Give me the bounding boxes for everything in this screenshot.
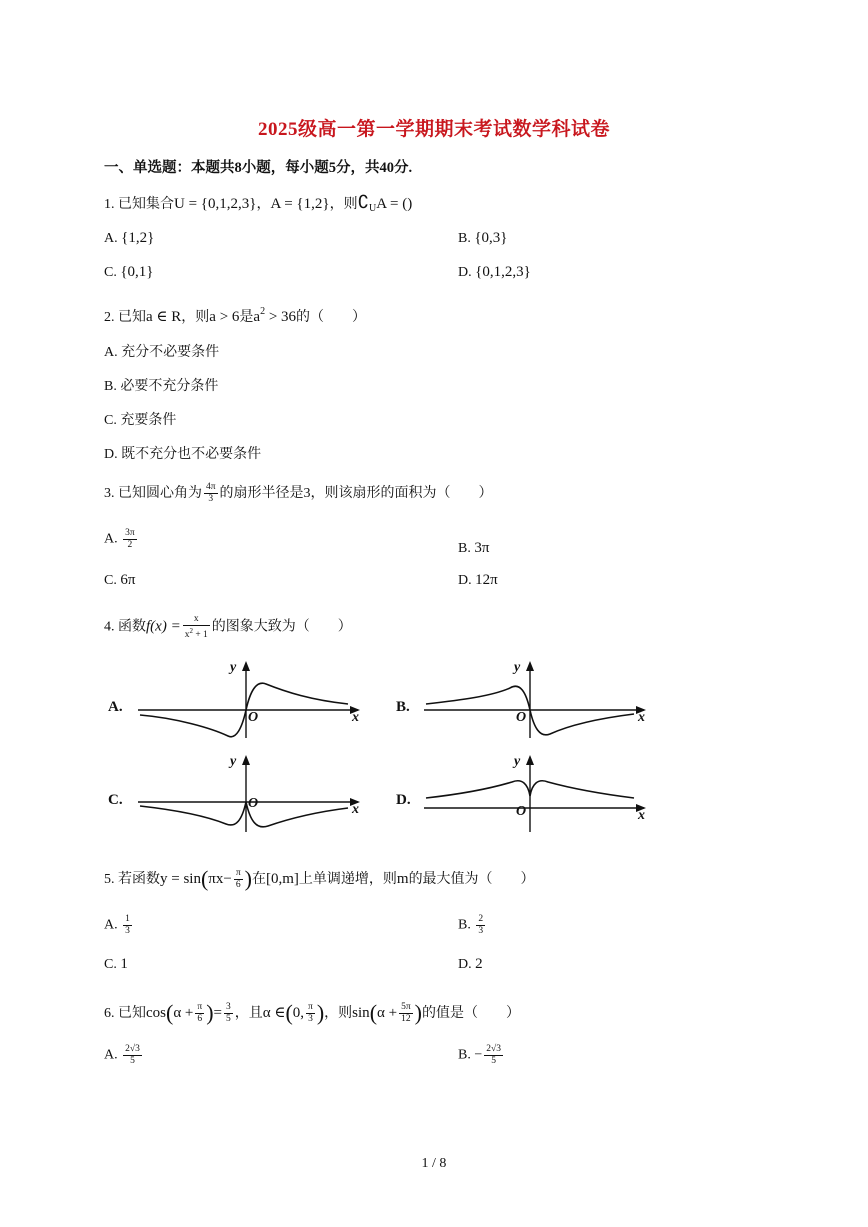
q6-option-b: B. − $\frac{2√3}{5}$: [458, 1044, 501, 1066]
graph-d-label: D.: [396, 792, 411, 808]
origin-label: O: [516, 710, 527, 725]
graph-d: [422, 752, 652, 832]
origin-label: O: [248, 796, 259, 811]
page-number: 1 / 8: [421, 1156, 447, 1171]
q5-option-b: B. $\frac{2}{3}$: [458, 914, 484, 936]
graph-c-label: C.: [108, 792, 123, 808]
section-heading: 一、单选题：本题共8小题，每小题5分，共40分.: [104, 160, 413, 176]
graph-a: [136, 658, 366, 738]
question-2: 2. 已知a ∈ R，则a > 6是$a^2 > 36$的（ ）: [104, 306, 367, 325]
question-5: 5. 若函数y = sin(πx− $\frac{\pi}{6}$ )在[0,m]上单调递增，则m的最大值为（ ）: [104, 866, 535, 891]
exam-title: 2025级高一第一学期期末考试数学科试卷: [257, 119, 610, 140]
q2-option-c: C. 充要条件: [104, 413, 177, 428]
x-label: x: [638, 710, 645, 725]
graph-a-svg: [136, 658, 366, 738]
q5-option-c: C. 1: [104, 956, 128, 972]
graph-a-label: A.: [108, 699, 123, 715]
q1-option-b: B. {0,3}: [458, 230, 508, 246]
graph-d-svg: [422, 752, 652, 832]
y-label: y: [230, 754, 237, 769]
q2-option-b: B. 必要不充分条件: [104, 379, 219, 394]
graph-c-svg: [136, 752, 366, 832]
y-label: y: [514, 754, 521, 769]
curve: [140, 802, 348, 827]
y-label: y: [230, 660, 237, 675]
y-label: y: [514, 660, 521, 675]
y-arrow: [242, 755, 250, 765]
q6-option-a: A. $\frac{2√3}{5}$: [104, 1044, 140, 1066]
origin-label: O: [248, 710, 259, 725]
graph-b-svg: [422, 658, 652, 738]
x-label: x: [352, 802, 359, 817]
question-1: 1. 已知集合U = {0,1,2,3}，A = {1,2}，则$∁_UA$ = (): [104, 192, 413, 214]
q2-option-a: A. 充分不必要条件: [104, 345, 220, 360]
q3-option-a: A. $\frac{3\pi}{2}$: [104, 528, 135, 550]
y-arrow: [526, 755, 534, 765]
q1-option-a: A. {1,2}: [104, 230, 155, 246]
graph-c: [136, 752, 366, 832]
q5-option-a: A. $\frac{1}{3}$: [104, 914, 130, 936]
q2-option-d: D. 既不充分也不必要条件: [104, 447, 262, 462]
origin-label: O: [516, 804, 527, 819]
y-arrow: [526, 661, 534, 671]
y-arrow: [242, 661, 250, 671]
question-6: 6. 已知cos(α + $\frac{\pi}{6}$ )= $\frac{3}{5}$ ，且α ∈(0, $\frac{\pi}{3}$ )，则sin(α + $\frac{5\pi}{12}$ )的值是（ ）: [104, 1000, 520, 1025]
x-label: x: [638, 808, 645, 823]
graph-b: [422, 658, 652, 738]
x-label: x: [352, 710, 359, 725]
q3-option-d: D. 12π: [458, 572, 498, 588]
q3-option-c: C. 6π: [104, 572, 136, 588]
q1-option-d: D. {0,1,2,3}: [458, 264, 531, 280]
question-3: 3. 已知圆心角为 $\frac{4\pi}{3}$ 的扇形半径是3，则该扇形的面积为（ ）: [104, 482, 493, 505]
question-4: 4. 函数f(x) = $\frac{x}{x^2 + 1}$ 的图象大致为（ ）: [104, 614, 352, 640]
q5-option-d: D. 2: [458, 956, 483, 972]
q1-option-c: C. {0,1}: [104, 264, 154, 280]
graph-b-label: B.: [396, 699, 410, 715]
q3-option-b: B. 3π: [458, 540, 490, 556]
